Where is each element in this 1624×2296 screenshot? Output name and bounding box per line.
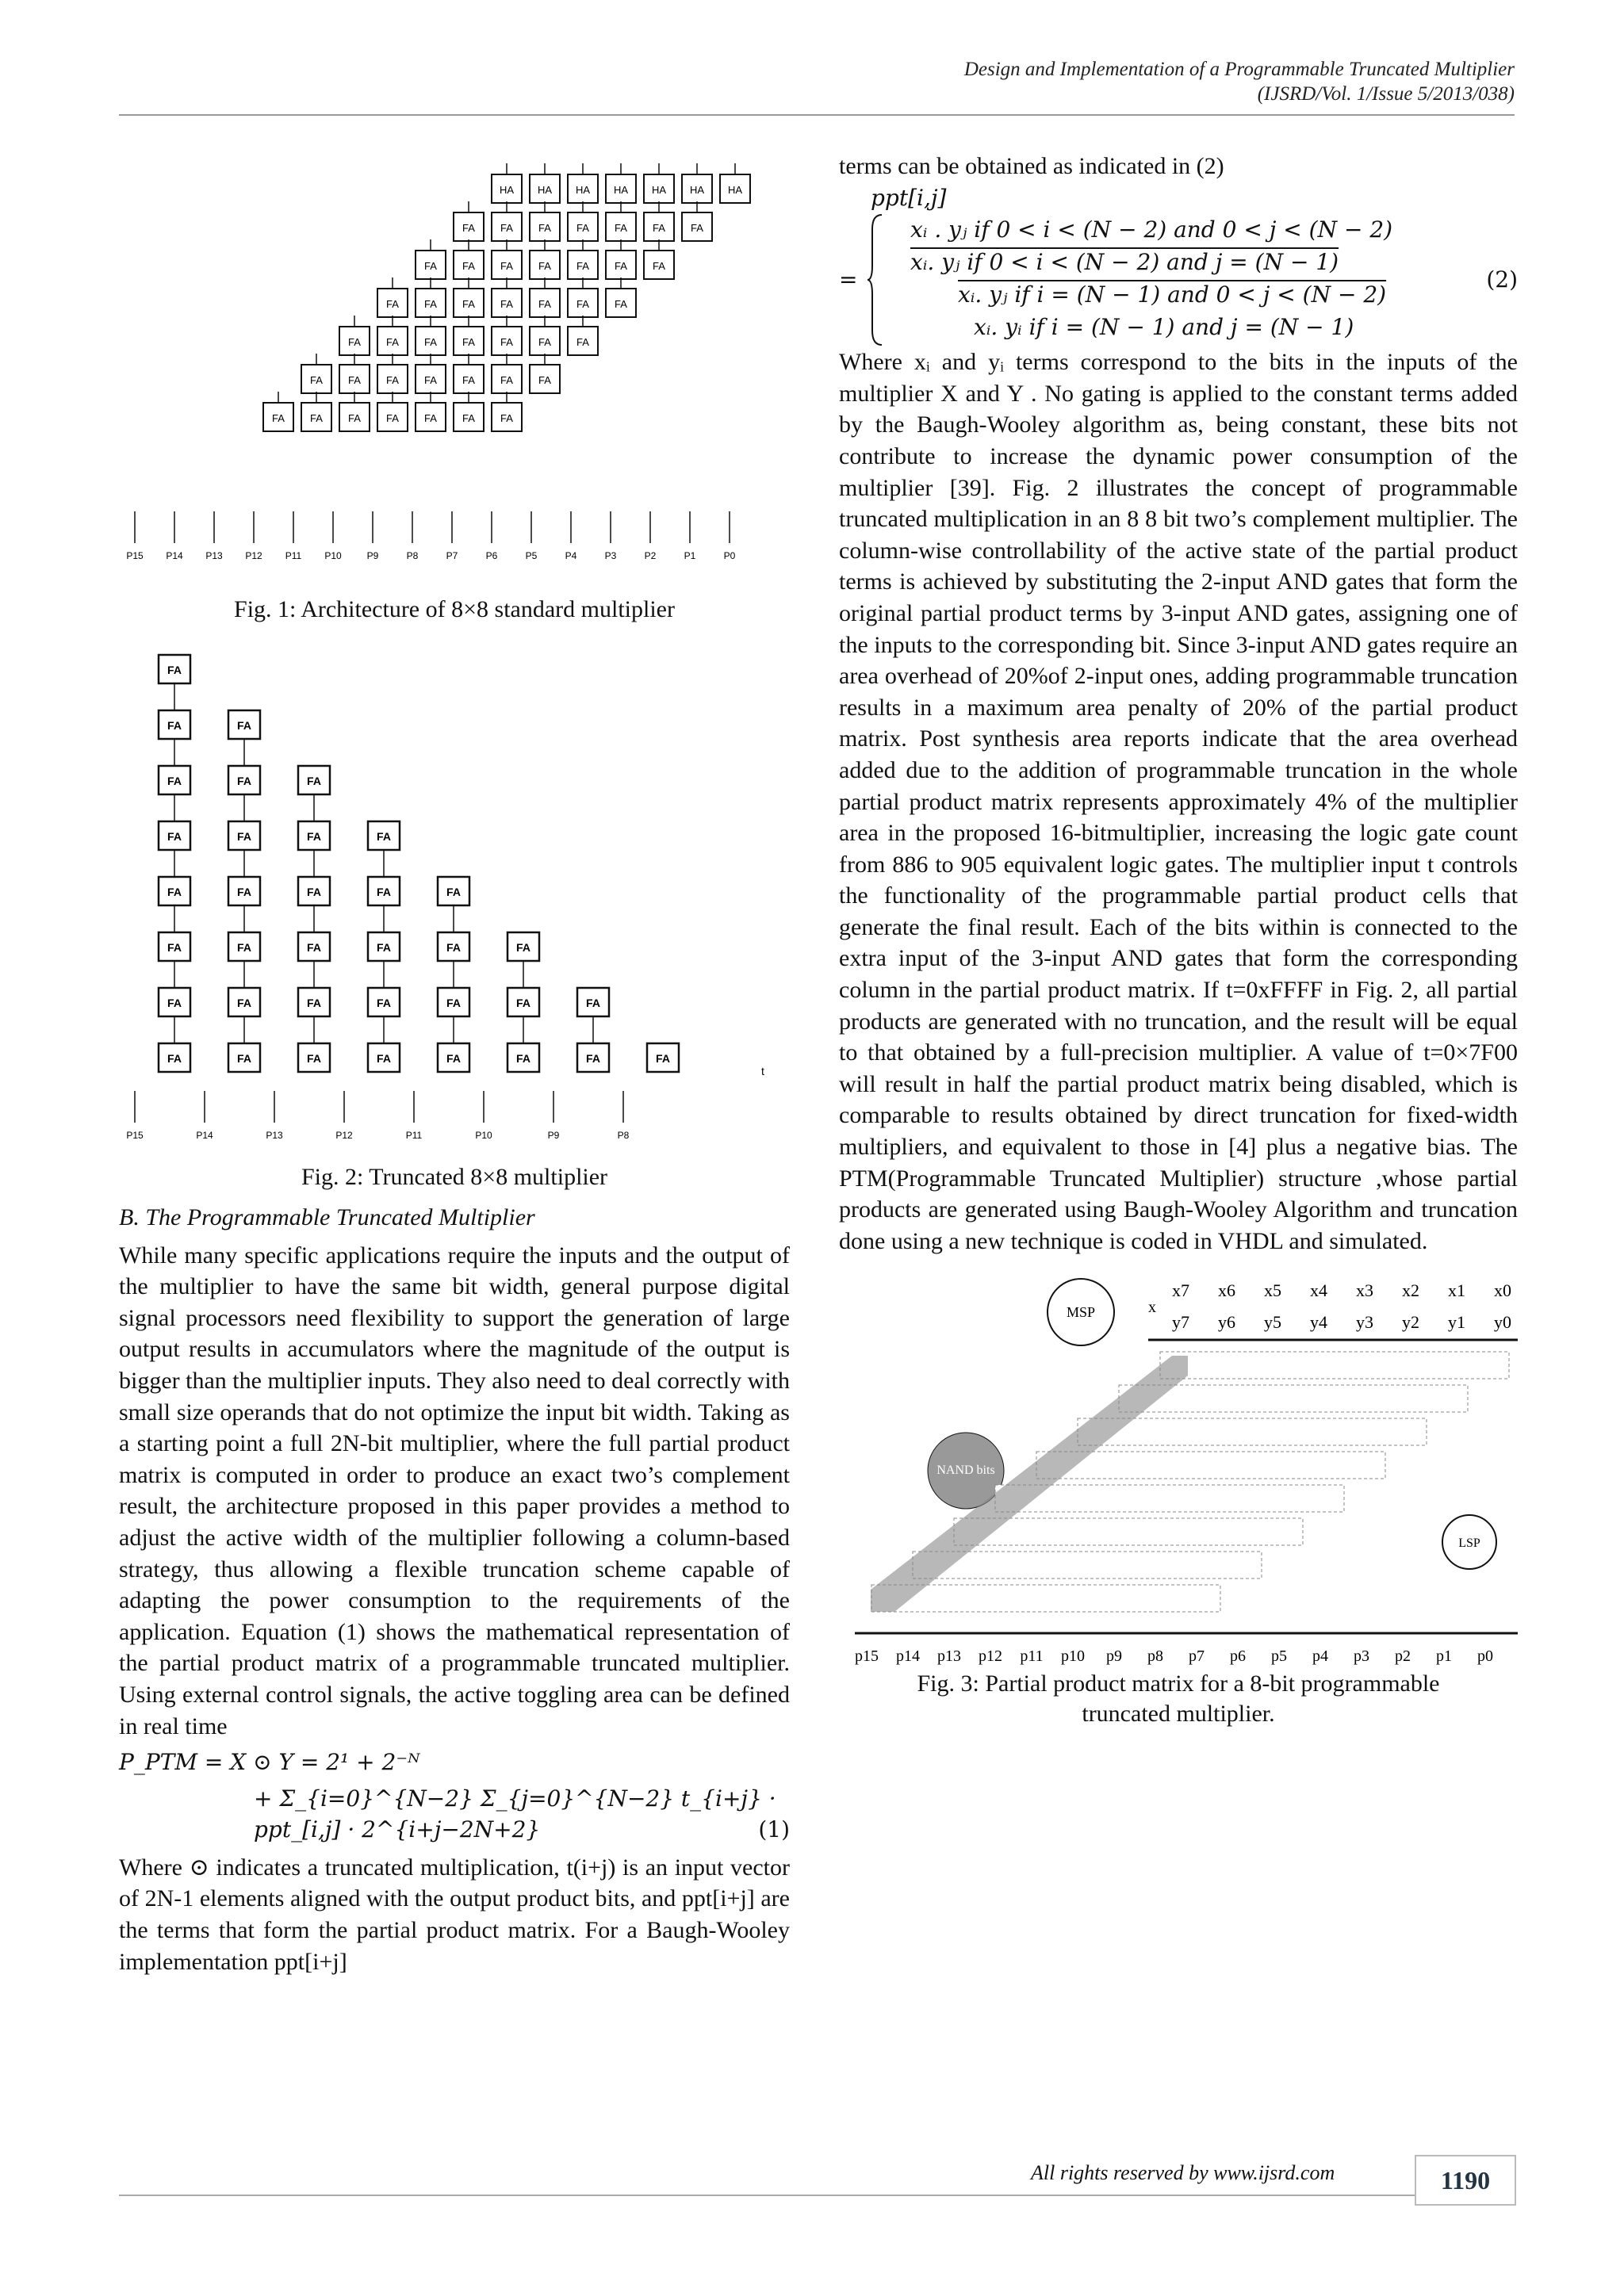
left-paragraph-2: Where ⊙ indicates a truncated multiplication, t(i+j) is an input vector of 2N-1 elements aligned with the output product bits, and ppt[i+j] are the terms that form the partial product matrix. For a Baugh-Wooley implementation ppt[i+j] [119, 1854, 790, 1975]
x-bit-label: x4 [1310, 1280, 1327, 1301]
adder-label: FA [538, 336, 551, 348]
header-journal: (IJSRD/Vol. 1/Issue 5/2013/038) [1257, 83, 1515, 105]
adder-label: FA [348, 336, 361, 348]
output-label: P3 [604, 550, 617, 561]
output-label: P4 [565, 550, 577, 561]
fa-label: FA [307, 1052, 321, 1065]
equation-2-case-1: xᵢ . yⱼ if 0 < i < (N − 2) and 0 < j < (N − 2) [910, 216, 1393, 243]
figure-1-caption: Fig. 1: Architecture of 8×8 standard multiplier [234, 596, 675, 622]
product-bit-label: p3 [1354, 1647, 1369, 1666]
adder-label: FA [424, 412, 437, 424]
product-bit-label: p2 [1395, 1647, 1411, 1666]
right-intro: terms can be obtained as indicated in (2) [839, 153, 1224, 179]
nand-label: NAND bits [936, 1464, 995, 1478]
y-bit-label: y5 [1264, 1312, 1281, 1333]
adder-label: FA [462, 260, 475, 272]
adder-label: FA [348, 412, 361, 424]
product-bit-label: p7 [1189, 1647, 1205, 1666]
msp-label: MSP [1066, 1304, 1096, 1321]
output-label: P12 [335, 1130, 353, 1141]
fa-label: FA [167, 997, 182, 1009]
adder-label: FA [500, 260, 513, 272]
fa-label: FA [167, 941, 182, 954]
adder-label: HA [537, 184, 553, 196]
adder-label: HA [651, 184, 667, 196]
product-bit-label: p1 [1436, 1647, 1452, 1666]
equation-2-lhs: ppt[i,j] [871, 184, 947, 211]
adder-label: FA [424, 298, 437, 310]
adder-label: FA [272, 412, 285, 424]
equation-2-case-3: xᵢ. yⱼ if i = (N − 1) and 0 < j < (N − 2) [958, 281, 1387, 308]
output-label: P10 [324, 550, 342, 561]
adder-label: HA [727, 184, 743, 196]
product-bit-label: p15 [855, 1647, 879, 1666]
output-label: P1 [684, 550, 696, 561]
product-bit-label: p14 [896, 1647, 920, 1666]
output-label: P5 [525, 550, 538, 561]
adder-label: FA [653, 222, 665, 234]
equation-1-line-1: P_PTM = X ⊙ Y = 2¹ + 2⁻ᴺ [119, 1749, 420, 1776]
fa-label: FA [167, 719, 182, 732]
adder-label: FA [462, 374, 475, 386]
equation-2-brace [866, 213, 885, 346]
footer-rule [119, 2195, 1515, 2196]
adder-label: FA [576, 298, 589, 310]
adder-label: FA [576, 260, 589, 272]
adder-label: FA [576, 336, 589, 348]
fa-label: FA [237, 941, 251, 954]
adder-label: FA [424, 374, 437, 386]
figure-1-standard-multiplier [119, 151, 790, 595]
header-rule [119, 114, 1515, 116]
adder-label: FA [386, 336, 399, 348]
fa-label: FA [516, 1052, 530, 1065]
adder-label: FA [615, 298, 627, 310]
output-label: P15 [126, 1130, 144, 1141]
fa-label: FA [377, 1052, 391, 1065]
equation-2-number: (2) [1486, 266, 1518, 293]
fa-label: FA [377, 941, 391, 954]
output-label: P8 [406, 550, 419, 561]
product-bit-label: p10 [1061, 1647, 1085, 1666]
adder-label: FA [386, 298, 399, 310]
adder-label: FA [462, 412, 475, 424]
output-label: P15 [126, 550, 144, 561]
x-bit-label: x2 [1402, 1280, 1419, 1301]
fa-label: FA [516, 941, 530, 954]
fa-label: FA [167, 830, 182, 843]
product-bit-label: p12 [979, 1647, 1002, 1666]
adder-label: FA [500, 222, 513, 234]
adder-label: FA [500, 412, 513, 424]
x-bit-label: x5 [1264, 1280, 1281, 1301]
adder-label: FA [538, 260, 551, 272]
right-column [839, 151, 1518, 1729]
fa-label: FA [446, 997, 461, 1009]
figure-3-partial-product-matrix [839, 1272, 1518, 1669]
adder-label: FA [462, 336, 475, 348]
adder-label: FA [500, 336, 513, 348]
fa-label: FA [167, 886, 182, 898]
adder-label: FA [615, 222, 627, 234]
equation-1-line-2 [119, 1783, 790, 1846]
fa-label: FA [307, 830, 321, 843]
adder-label: FA [386, 412, 399, 424]
pp-row [1078, 1418, 1427, 1445]
output-label: P11 [405, 1130, 423, 1141]
fa-label: FA [586, 997, 600, 1009]
output-label: P6 [485, 550, 498, 561]
fa-label: FA [237, 886, 251, 898]
product-bit-label: p9 [1106, 1647, 1122, 1666]
equation-2-block [839, 213, 1518, 346]
header-title: Design and Implementation of a Programmable Truncated Multiplier [963, 59, 1515, 80]
left-paragraph-1: While many specific applications require the inputs and the output of the multiplier to have the same bit width, general purpose digital signal processors need flexibility to support the generation of large output results in accumulators where the magnitude of the output is bigger than the multiplier inputs. They also need to deal correctly with small size operands that do not optimize the input bit width. Taking as a starting point a full 2N-bit multiplier, where the full partial product matrix is computed in order to produce an exact two’s complement result, the architecture proposed in this paper provides a method to adjust the active width of the multiplier following a column-based strategy, thus allowing a flexible truncation scheme capable of adapting the power consumption to the requirements of the application. Equation (1) shows the mathematical representation of the partial product matrix of a programmable truncated multiplier. Using external control signals, the active toggling area can be defined in real time [119, 1242, 790, 1739]
output-label: P11 [285, 550, 302, 561]
figure-2-caption: Fig. 2: Truncated 8×8 multiplier [301, 1164, 608, 1190]
adder-label: FA [462, 222, 475, 234]
fa-label: FA [307, 886, 321, 898]
adder-label: FA [538, 298, 551, 310]
output-label: P12 [245, 550, 262, 561]
pp-row [995, 1485, 1344, 1512]
y-bit-label: y7 [1172, 1312, 1189, 1333]
fa-label: FA [307, 997, 321, 1009]
adder-label: FA [500, 374, 513, 386]
fa-label: FA [516, 997, 530, 1009]
pp-row [913, 1552, 1262, 1578]
equation-1-sum: + Σ_{i=0}^{N−2} Σ_{j=0}^{N−2} t_{i+j} · ppt_[i,j] · 2^{i+j−2N+2} [254, 1785, 776, 1843]
adder-label: FA [538, 374, 551, 386]
x-bit-label: x0 [1494, 1280, 1511, 1301]
pp-row [954, 1518, 1303, 1545]
product-bit-label: p0 [1477, 1647, 1493, 1666]
fa-label: FA [237, 1052, 251, 1065]
page-number: 1190 [1415, 2155, 1516, 2206]
equation-1-number: (1) [758, 1816, 790, 1843]
fa-label: FA [377, 997, 391, 1009]
fa-label: FA [237, 719, 251, 732]
fa-label: FA [307, 775, 321, 787]
x-bit-label: x3 [1356, 1280, 1373, 1301]
adder-label: FA [576, 222, 589, 234]
fa-label: FA [307, 941, 321, 954]
y-bit-label: y0 [1494, 1312, 1511, 1333]
output-label: P2 [644, 550, 657, 561]
equation-2-case-4: xᵢ. yᵢ if i = (N − 1) and j = (N − 1) [974, 314, 1354, 341]
adder-label: FA [691, 222, 703, 234]
fa-label: FA [446, 886, 461, 898]
y-bit-label: y4 [1310, 1312, 1327, 1333]
fa-label: FA [446, 1052, 461, 1065]
adder-label: FA [310, 412, 323, 424]
equation-2-cases [910, 213, 1392, 343]
product-bit-label: p13 [937, 1647, 961, 1666]
fa-label: FA [237, 775, 251, 787]
adder-label: FA [538, 222, 551, 234]
pp-row [871, 1585, 1220, 1612]
adder-label: FA [424, 336, 437, 348]
product-bit-label: p11 [1020, 1647, 1044, 1666]
section-heading: B. The Programmable Truncated Multiplier [119, 1204, 535, 1230]
fa-label: FA [237, 830, 251, 843]
y-bit-label: y3 [1356, 1312, 1373, 1333]
output-label: P8 [617, 1130, 630, 1141]
x-bit-label: x7 [1172, 1280, 1189, 1301]
product-bit-label: p6 [1230, 1647, 1246, 1666]
y-bit-label: y2 [1402, 1312, 1419, 1333]
x-bit-label: x6 [1218, 1280, 1235, 1301]
fa-label: FA [167, 664, 182, 676]
adder-label: FA [310, 374, 323, 386]
output-label: P13 [266, 1130, 283, 1141]
fa-label: FA [237, 997, 251, 1009]
pp-row [1160, 1352, 1509, 1379]
footer-rights [1031, 2161, 1335, 2185]
lsp-label: LSP [1458, 1536, 1480, 1551]
figure-3-caption-line-1: Fig. 3: Partial product matrix for a 8-bit programmable [917, 1670, 1440, 1697]
adder-label: FA [462, 298, 475, 310]
y-bit-label: y6 [1218, 1312, 1235, 1333]
product-bit-label: p4 [1312, 1647, 1328, 1666]
fa-label: FA [586, 1052, 600, 1065]
output-label: P14 [166, 550, 183, 561]
adder-label: HA [575, 184, 591, 196]
adder-label: FA [653, 260, 665, 272]
output-label: P0 [723, 550, 736, 561]
t-input-label: t [761, 1065, 764, 1077]
adder-label: FA [500, 298, 513, 310]
fa-label: FA [377, 830, 391, 843]
adder-label: FA [386, 374, 399, 386]
figure-3-caption-line-2: truncated multiplier. [1082, 1701, 1275, 1728]
adder-label: FA [348, 374, 361, 386]
running-header [964, 57, 1515, 106]
adder-label: HA [499, 184, 515, 196]
equation-2-equals: = [839, 266, 858, 293]
output-label: P10 [475, 1130, 492, 1141]
figure-2-truncated-multiplier [119, 631, 790, 1162]
adder-label: HA [613, 184, 629, 196]
fa-label: FA [446, 941, 461, 954]
times-sign: x [1148, 1299, 1156, 1317]
fa-label: FA [167, 1052, 182, 1065]
output-label: P14 [196, 1130, 213, 1141]
x-bit-label: x1 [1448, 1280, 1465, 1301]
left-column [119, 151, 790, 1977]
output-label: P9 [366, 550, 379, 561]
fa-label: FA [167, 775, 182, 787]
fa-label: FA [377, 886, 391, 898]
right-paragraph: Where xᵢ and yᵢ terms correspond to the bits in the inputs of the multiplier X and Y . No gating is applied to the constant terms added by the Baugh-Wooley algorithm as, being constant, these bits not contribute to increase the dynamic power consumption of the multiplier [39]. Fig. 2 illustrates the concept of programmable truncated multiplication in an 8 8 bit two’s complement multiplier. The column-wise controllability of the active state of the partial product terms is achieved by substituting the 2-input AND gates that form the original partial product terms by 3-input AND gates, assigning one of the inputs to the corresponding bit. Since 3-input AND gates require an area overhead of 20%of 2-input ones, adding programmable truncation results in a maximum area penalty of 20% of the partial product matrix. Post synthesis area reports indicate that the area overhead added due to the addition of programmable truncation in the whole partial product matrix represents approximately 4% of the multiplier area in the proposed 16-bitmultiplier, increasing the logic gate count from 886 to 905 equivalent logic gates. The multiplier input t controls the functionality of the programmable partial product cells that generate the final result. Each of the bits within is connected to the extra input of the 3-input AND gates that form the corresponding column in the partial product matrix. If t=0xFFFF in Fig. 2, all partial products are generated with no truncation, and the result will be equal to that obtained by a full-precision multiplier. A value of t=0×7F00 will result in half the partial product matrix being disabled, which is comparable to results obtained by direct truncation for fixed-width multipliers, and equivalent to those in [4] plus a negative bias. The PTM(Programmable Truncated Multiplier) structure ,whose partial products are generated using Baugh-Wooley Algorithm and truncation done using a new technique is coded in VHDL and simulated. [839, 349, 1518, 1254]
adder-label: FA [615, 260, 627, 272]
output-label: P7 [446, 550, 458, 561]
product-bit-label: p5 [1271, 1647, 1287, 1666]
pp-row [1036, 1452, 1385, 1479]
output-label: P13 [205, 550, 223, 561]
equation-2-case-2: xᵢ. yⱼ if 0 < i < (N − 2) and j = (N − 1) [910, 249, 1339, 276]
product-bit-label: p8 [1147, 1647, 1163, 1666]
adder-label: FA [424, 260, 437, 272]
adder-label: HA [689, 184, 705, 196]
fa-label: FA [656, 1052, 670, 1065]
footer-rights-text: All rights reserved by www.ijsrd.com [1031, 2161, 1335, 2184]
y-bit-label: y1 [1448, 1312, 1465, 1333]
pp-row [1119, 1385, 1468, 1412]
output-label: P9 [547, 1130, 560, 1141]
